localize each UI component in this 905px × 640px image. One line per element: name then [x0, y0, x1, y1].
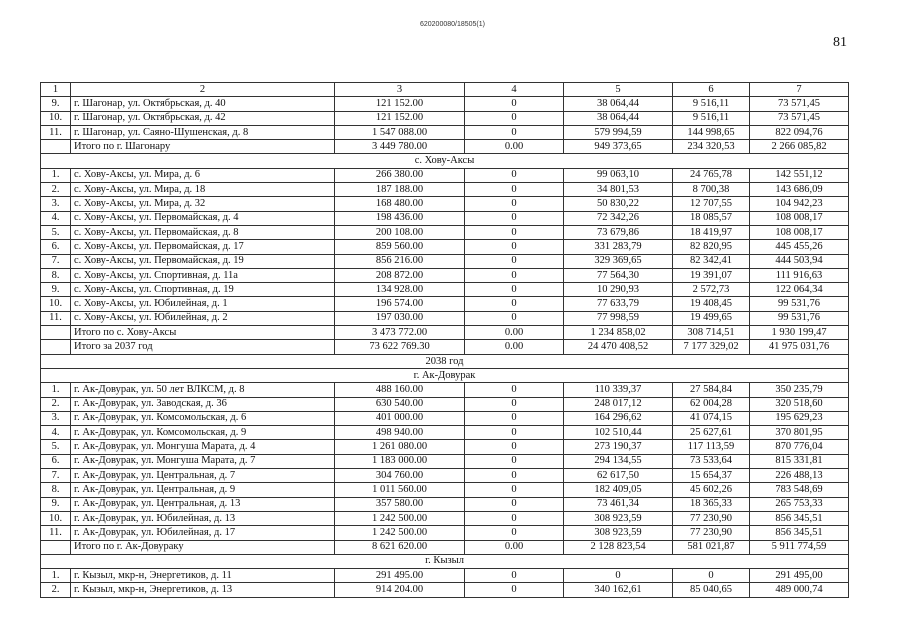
row-number: 1.: [41, 383, 71, 397]
cell-col4: 0: [465, 397, 564, 411]
address-cell: г. Ак-Довурак, ул. Центральная, д. 7: [71, 469, 335, 483]
address-cell: г. Шагонар, ул. Саяно-Шушенская, д. 8: [71, 125, 335, 139]
address-cell: с. Хову-Аксы, ул. Спортивная, д. 11а: [71, 268, 335, 282]
cell-col3: 8 621 620.00: [335, 540, 465, 554]
table-row: [41, 569, 849, 583]
address-cell: г. Ак-Довурак, ул. 50 лет ВЛКСМ, д. 8: [71, 383, 335, 397]
cell-col3: 1 242 500.00: [335, 526, 465, 540]
cell-col6: 85 040,65: [673, 583, 750, 597]
row-number: [41, 326, 71, 340]
cell-col3: 1 183 000.00: [335, 454, 465, 468]
cell-col7: 291 495,00: [750, 569, 849, 583]
table-row: [41, 197, 849, 211]
data-table: [40, 82, 849, 598]
address-cell: г. Ак-Довурак, ул. Монгуша Марата, д. 4: [71, 440, 335, 454]
total-row: [41, 326, 849, 340]
row-number: 9.: [41, 497, 71, 511]
cell-col7: 41 975 031,76: [750, 340, 849, 354]
address-cell: г. Шагонар, ул. Октябрьская, д. 40: [71, 97, 335, 111]
row-number: 10.: [41, 511, 71, 525]
row-number: 9.: [41, 97, 71, 111]
cell-col3: 266 380.00: [335, 168, 465, 182]
page-number: 81: [833, 35, 847, 50]
cell-col7: 856 345,51: [750, 526, 849, 540]
address-cell: с. Хову-Аксы, ул. Спортивная, д. 19: [71, 283, 335, 297]
table-row: [41, 254, 849, 268]
cell-col6: 27 584,84: [673, 383, 750, 397]
row-number: 11.: [41, 311, 71, 325]
address-cell: с. Хову-Аксы, ул. Юбилейная, д. 1: [71, 297, 335, 311]
cell-col6: 234 320,53: [673, 140, 750, 154]
cell-col3: 3 449 780.00: [335, 140, 465, 154]
row-number: 1.: [41, 168, 71, 182]
cell-col6: 12 707,55: [673, 197, 750, 211]
column-header: 6: [673, 83, 750, 97]
cell-col6: 144 998,65: [673, 125, 750, 139]
cell-col4: 0: [465, 111, 564, 125]
column-header: 2: [71, 83, 335, 97]
cell-col7: 815 331,81: [750, 454, 849, 468]
cell-col5: 72 342,26: [564, 211, 673, 225]
row-number: 10.: [41, 297, 71, 311]
table-row: [41, 411, 849, 425]
cell-col4: 0: [465, 569, 564, 583]
cell-col5: 182 409,05: [564, 483, 673, 497]
table-row: [41, 111, 849, 125]
row-number: 3.: [41, 411, 71, 425]
cell-col6: 77 230,90: [673, 526, 750, 540]
row-number: 11.: [41, 526, 71, 540]
column-header: 3: [335, 83, 465, 97]
table-row: [41, 268, 849, 282]
cell-col5: 340 162,61: [564, 583, 673, 597]
cell-col3: 168 480.00: [335, 197, 465, 211]
cell-col5: 273 190,37: [564, 440, 673, 454]
cell-col6: 19 408,45: [673, 297, 750, 311]
cell-col3: 498 940.00: [335, 426, 465, 440]
cell-col4: 0: [465, 469, 564, 483]
cell-col4: 0: [465, 225, 564, 239]
row-number: 2.: [41, 183, 71, 197]
cell-col7: 108 008,17: [750, 211, 849, 225]
section-header-row: [41, 368, 849, 382]
cell-col6: 19 499,65: [673, 311, 750, 325]
cell-col4: 0: [465, 454, 564, 468]
cell-col7: 350 235,79: [750, 383, 849, 397]
address-cell: с. Хову-Аксы, ул. Первомайская, д. 19: [71, 254, 335, 268]
table-row: [41, 383, 849, 397]
cell-col5: 77 998,59: [564, 311, 673, 325]
row-number: 8.: [41, 268, 71, 282]
row-number: 5.: [41, 440, 71, 454]
row-number: 7.: [41, 254, 71, 268]
cell-col3: 304 760.00: [335, 469, 465, 483]
cell-col3: 208 872.00: [335, 268, 465, 282]
row-number: 6.: [41, 454, 71, 468]
row-number: 4.: [41, 211, 71, 225]
cell-col6: 308 714,51: [673, 326, 750, 340]
cell-col5: 73 679,86: [564, 225, 673, 239]
cell-col5: 77 564,30: [564, 268, 673, 282]
row-number: 4.: [41, 426, 71, 440]
table-row: [41, 426, 849, 440]
cell-col6: 15 654,37: [673, 469, 750, 483]
cell-col6: 41 074,15: [673, 411, 750, 425]
cell-col6: 9 516,11: [673, 97, 750, 111]
cell-col6: 0: [673, 569, 750, 583]
cell-col4: 0: [465, 254, 564, 268]
total-row: [41, 340, 849, 354]
cell-col4: 0.00: [465, 540, 564, 554]
cell-col5: 34 801,53: [564, 183, 673, 197]
address-cell: г. Ак-Довурак, ул. Монгуша Марата, д. 7: [71, 454, 335, 468]
cell-col6: 77 230,90: [673, 511, 750, 525]
table-row: [41, 511, 849, 525]
year-title: 2038 год: [41, 354, 849, 368]
cell-col6: 25 627,61: [673, 426, 750, 440]
address-cell: г. Шагонар, ул. Октябрьская, д. 42: [71, 111, 335, 125]
cell-col7: 111 916,63: [750, 268, 849, 282]
address-cell: с. Хову-Аксы, ул. Первомайская, д. 4: [71, 211, 335, 225]
cell-col6: 18 085,57: [673, 211, 750, 225]
cell-col5: 329 369,65: [564, 254, 673, 268]
cell-col3: 121 152.00: [335, 97, 465, 111]
cell-col4: 0.00: [465, 140, 564, 154]
address-cell: г. Ак-Довурак, ул. Комсомольская, д. 9: [71, 426, 335, 440]
total-label: Итого по с. Хову-Аксы: [71, 326, 335, 340]
cell-col4: 0.00: [465, 326, 564, 340]
cell-col4: 0: [465, 497, 564, 511]
section-title: г. Кызыл: [41, 554, 849, 568]
cell-col4: 0: [465, 197, 564, 211]
table-row: [41, 311, 849, 325]
cell-col3: 197 030.00: [335, 311, 465, 325]
total-row: [41, 540, 849, 554]
cell-col6: 18 419,97: [673, 225, 750, 239]
row-number: 11.: [41, 125, 71, 139]
row-number: 6.: [41, 240, 71, 254]
address-cell: с. Хову-Аксы, ул. Юбилейная, д. 2: [71, 311, 335, 325]
cell-col4: 0: [465, 526, 564, 540]
row-number: [41, 140, 71, 154]
section-title: с. Хову-Аксы: [41, 154, 849, 168]
cell-col4: 0: [465, 211, 564, 225]
cell-col3: 134 928.00: [335, 283, 465, 297]
cell-col3: 187 188.00: [335, 183, 465, 197]
cell-col5: 294 134,55: [564, 454, 673, 468]
cell-col3: 3 473 772.00: [335, 326, 465, 340]
cell-col7: 856 345,51: [750, 511, 849, 525]
cell-col5: 949 373,65: [564, 140, 673, 154]
row-number: 3.: [41, 197, 71, 211]
cell-col4: 0: [465, 297, 564, 311]
section-header-row: [41, 154, 849, 168]
table-body: [41, 83, 849, 598]
table-row: [41, 526, 849, 540]
cell-col5: 62 617,50: [564, 469, 673, 483]
table-row: [41, 225, 849, 239]
cell-col3: 1 011 560.00: [335, 483, 465, 497]
row-number: 2.: [41, 397, 71, 411]
address-cell: г. Кызыл, мкр-н, Энергетиков, д. 13: [71, 583, 335, 597]
cell-col4: 0: [465, 125, 564, 139]
cell-col3: 196 574.00: [335, 297, 465, 311]
row-number: 1.: [41, 569, 71, 583]
cell-col6: 8 700,38: [673, 183, 750, 197]
cell-col4: 0: [465, 483, 564, 497]
row-number: [41, 340, 71, 354]
cell-col5: 308 923,59: [564, 511, 673, 525]
cell-col6: 73 533,64: [673, 454, 750, 468]
cell-col6: 19 391,07: [673, 268, 750, 282]
cell-col5: 102 510,44: [564, 426, 673, 440]
cell-col6: 45 602,26: [673, 483, 750, 497]
table-row: [41, 183, 849, 197]
cell-col4: 0: [465, 183, 564, 197]
total-label: Итого за 2037 год: [71, 340, 335, 354]
cell-col4: 0: [465, 268, 564, 282]
cell-col4: 0: [465, 283, 564, 297]
cell-col6: 9 516,11: [673, 111, 750, 125]
table-row: [41, 469, 849, 483]
cell-col3: 200 108.00: [335, 225, 465, 239]
total-row: [41, 140, 849, 154]
cell-col7: 783 548,69: [750, 483, 849, 497]
section-title: г. Ак-Довурак: [41, 368, 849, 382]
address-cell: г. Ак-Довурак, ул. Центральная, д. 13: [71, 497, 335, 511]
cell-col7: 226 488,13: [750, 469, 849, 483]
address-cell: с. Хову-Аксы, ул. Первомайская, д. 17: [71, 240, 335, 254]
cell-col5: 1 234 858,02: [564, 326, 673, 340]
column-header: 7: [750, 83, 849, 97]
row-number: [41, 540, 71, 554]
address-cell: г. Кызыл, мкр-н, Энергетиков, д. 11: [71, 569, 335, 583]
cell-col4: 0: [465, 311, 564, 325]
table-row: [41, 454, 849, 468]
table-row: [41, 297, 849, 311]
address-cell: г. Ак-Довурак, ул. Комсомольская, д. 6: [71, 411, 335, 425]
cell-col4: 0: [465, 411, 564, 425]
cell-col7: 99 531,76: [750, 297, 849, 311]
table-row: [41, 583, 849, 597]
column-header: 5: [564, 83, 673, 97]
cell-col3: 357 580.00: [335, 497, 465, 511]
cell-col3: 488 160.00: [335, 383, 465, 397]
cell-col4: 0: [465, 168, 564, 182]
cell-col7: 73 571,45: [750, 111, 849, 125]
cell-col5: 24 470 408,52: [564, 340, 673, 354]
cell-col5: 2 128 823,54: [564, 540, 673, 554]
table-row: [41, 440, 849, 454]
cell-col6: 7 177 329,02: [673, 340, 750, 354]
table-row: [41, 125, 849, 139]
cell-col3: 401 000.00: [335, 411, 465, 425]
cell-col7: 108 008,17: [750, 225, 849, 239]
cell-col7: 122 064,34: [750, 283, 849, 297]
cell-col6: 581 021,87: [673, 540, 750, 554]
cell-col6: 82 820,95: [673, 240, 750, 254]
row-number: 9.: [41, 283, 71, 297]
address-cell: г. Ак-Довурак, ул. Юбилейная, д. 17: [71, 526, 335, 540]
address-cell: г. Ак-Довурак, ул. Заводская, д. 36: [71, 397, 335, 411]
cell-col3: 73 622 769.30: [335, 340, 465, 354]
cell-col6: 62 004,28: [673, 397, 750, 411]
cell-col7: 104 942,23: [750, 197, 849, 211]
cell-col7: 370 801,95: [750, 426, 849, 440]
cell-col6: 82 342,41: [673, 254, 750, 268]
cell-col3: 1 242 500.00: [335, 511, 465, 525]
cell-col5: 164 296,62: [564, 411, 673, 425]
cell-col7: 2 266 085,82: [750, 140, 849, 154]
total-label: Итого по г. Ак-Довураку: [71, 540, 335, 554]
cell-col4: 0: [465, 583, 564, 597]
table-row: [41, 240, 849, 254]
address-cell: с. Хову-Аксы, ул. Мира, д. 18: [71, 183, 335, 197]
total-label: Итого по г. Шагонару: [71, 140, 335, 154]
table-row: [41, 497, 849, 511]
cell-col3: 198 436.00: [335, 211, 465, 225]
cell-col7: 73 571,45: [750, 97, 849, 111]
cell-col6: 24 765,78: [673, 168, 750, 182]
cell-col5: 50 830,22: [564, 197, 673, 211]
cell-col6: 18 365,33: [673, 497, 750, 511]
address-cell: с. Хову-Аксы, ул. Первомайская, д. 8: [71, 225, 335, 239]
cell-col7: 870 776,04: [750, 440, 849, 454]
cell-col5: 331 283,79: [564, 240, 673, 254]
address-cell: с. Хову-Аксы, ул. Мира, д. 6: [71, 168, 335, 182]
cell-col5: 38 064,44: [564, 97, 673, 111]
cell-col3: 291 495.00: [335, 569, 465, 583]
cell-col7: 489 000,74: [750, 583, 849, 597]
cell-col3: 630 540.00: [335, 397, 465, 411]
cell-col4: 0: [465, 97, 564, 111]
cell-col3: 914 204.00: [335, 583, 465, 597]
cell-col5: 73 461,34: [564, 497, 673, 511]
year-header-row: [41, 354, 849, 368]
cell-col4: 0: [465, 426, 564, 440]
cell-col3: 121 152.00: [335, 111, 465, 125]
cell-col5: 10 290,93: [564, 283, 673, 297]
cell-col7: 445 455,26: [750, 240, 849, 254]
table-row: [41, 211, 849, 225]
address-cell: г. Ак-Довурак, ул. Центральная, д. 9: [71, 483, 335, 497]
cell-col7: 265 753,33: [750, 497, 849, 511]
cell-col3: 859 560.00: [335, 240, 465, 254]
address-cell: с. Хову-Аксы, ул. Мира, д. 32: [71, 197, 335, 211]
address-cell: г. Ак-Довурак, ул. Юбилейная, д. 13: [71, 511, 335, 525]
cell-col7: 822 094,76: [750, 125, 849, 139]
table-row: [41, 97, 849, 111]
cell-col5: 38 064,44: [564, 111, 673, 125]
cell-col4: 0: [465, 511, 564, 525]
document-id: 620200080/18505(1): [419, 21, 485, 28]
column-header: 1: [41, 83, 71, 97]
row-number: 7.: [41, 469, 71, 483]
row-number: 2.: [41, 583, 71, 597]
cell-col3: 1 261 080.00: [335, 440, 465, 454]
header-row: [41, 83, 849, 97]
cell-col6: 2 572,73: [673, 283, 750, 297]
column-header: 4: [465, 83, 564, 97]
cell-col5: 0: [564, 569, 673, 583]
cell-col4: 0: [465, 383, 564, 397]
table-row: [41, 168, 849, 182]
cell-col7: 320 518,60: [750, 397, 849, 411]
table-row: [41, 397, 849, 411]
cell-col5: 99 063,10: [564, 168, 673, 182]
section-header-row: [41, 554, 849, 568]
table-row: [41, 283, 849, 297]
cell-col7: 99 531,76: [750, 311, 849, 325]
row-number: 8.: [41, 483, 71, 497]
cell-col7: 142 551,12: [750, 168, 849, 182]
cell-col7: 1 930 199,47: [750, 326, 849, 340]
cell-col7: 195 629,23: [750, 411, 849, 425]
cell-col5: 110 339,37: [564, 383, 673, 397]
row-number: 10.: [41, 111, 71, 125]
cell-col7: 5 911 774,59: [750, 540, 849, 554]
cell-col4: 0.00: [465, 340, 564, 354]
cell-col4: 0: [465, 440, 564, 454]
cell-col7: 143 686,09: [750, 183, 849, 197]
cell-col4: 0: [465, 240, 564, 254]
cell-col3: 856 216.00: [335, 254, 465, 268]
cell-col5: 308 923,59: [564, 526, 673, 540]
cell-col5: 77 633,79: [564, 297, 673, 311]
cell-col3: 1 547 088.00: [335, 125, 465, 139]
cell-col7: 444 503,94: [750, 254, 849, 268]
cell-col5: 248 017,12: [564, 397, 673, 411]
table-row: [41, 483, 849, 497]
cell-col6: 117 113,59: [673, 440, 750, 454]
cell-col5: 579 994,59: [564, 125, 673, 139]
row-number: 5.: [41, 225, 71, 239]
